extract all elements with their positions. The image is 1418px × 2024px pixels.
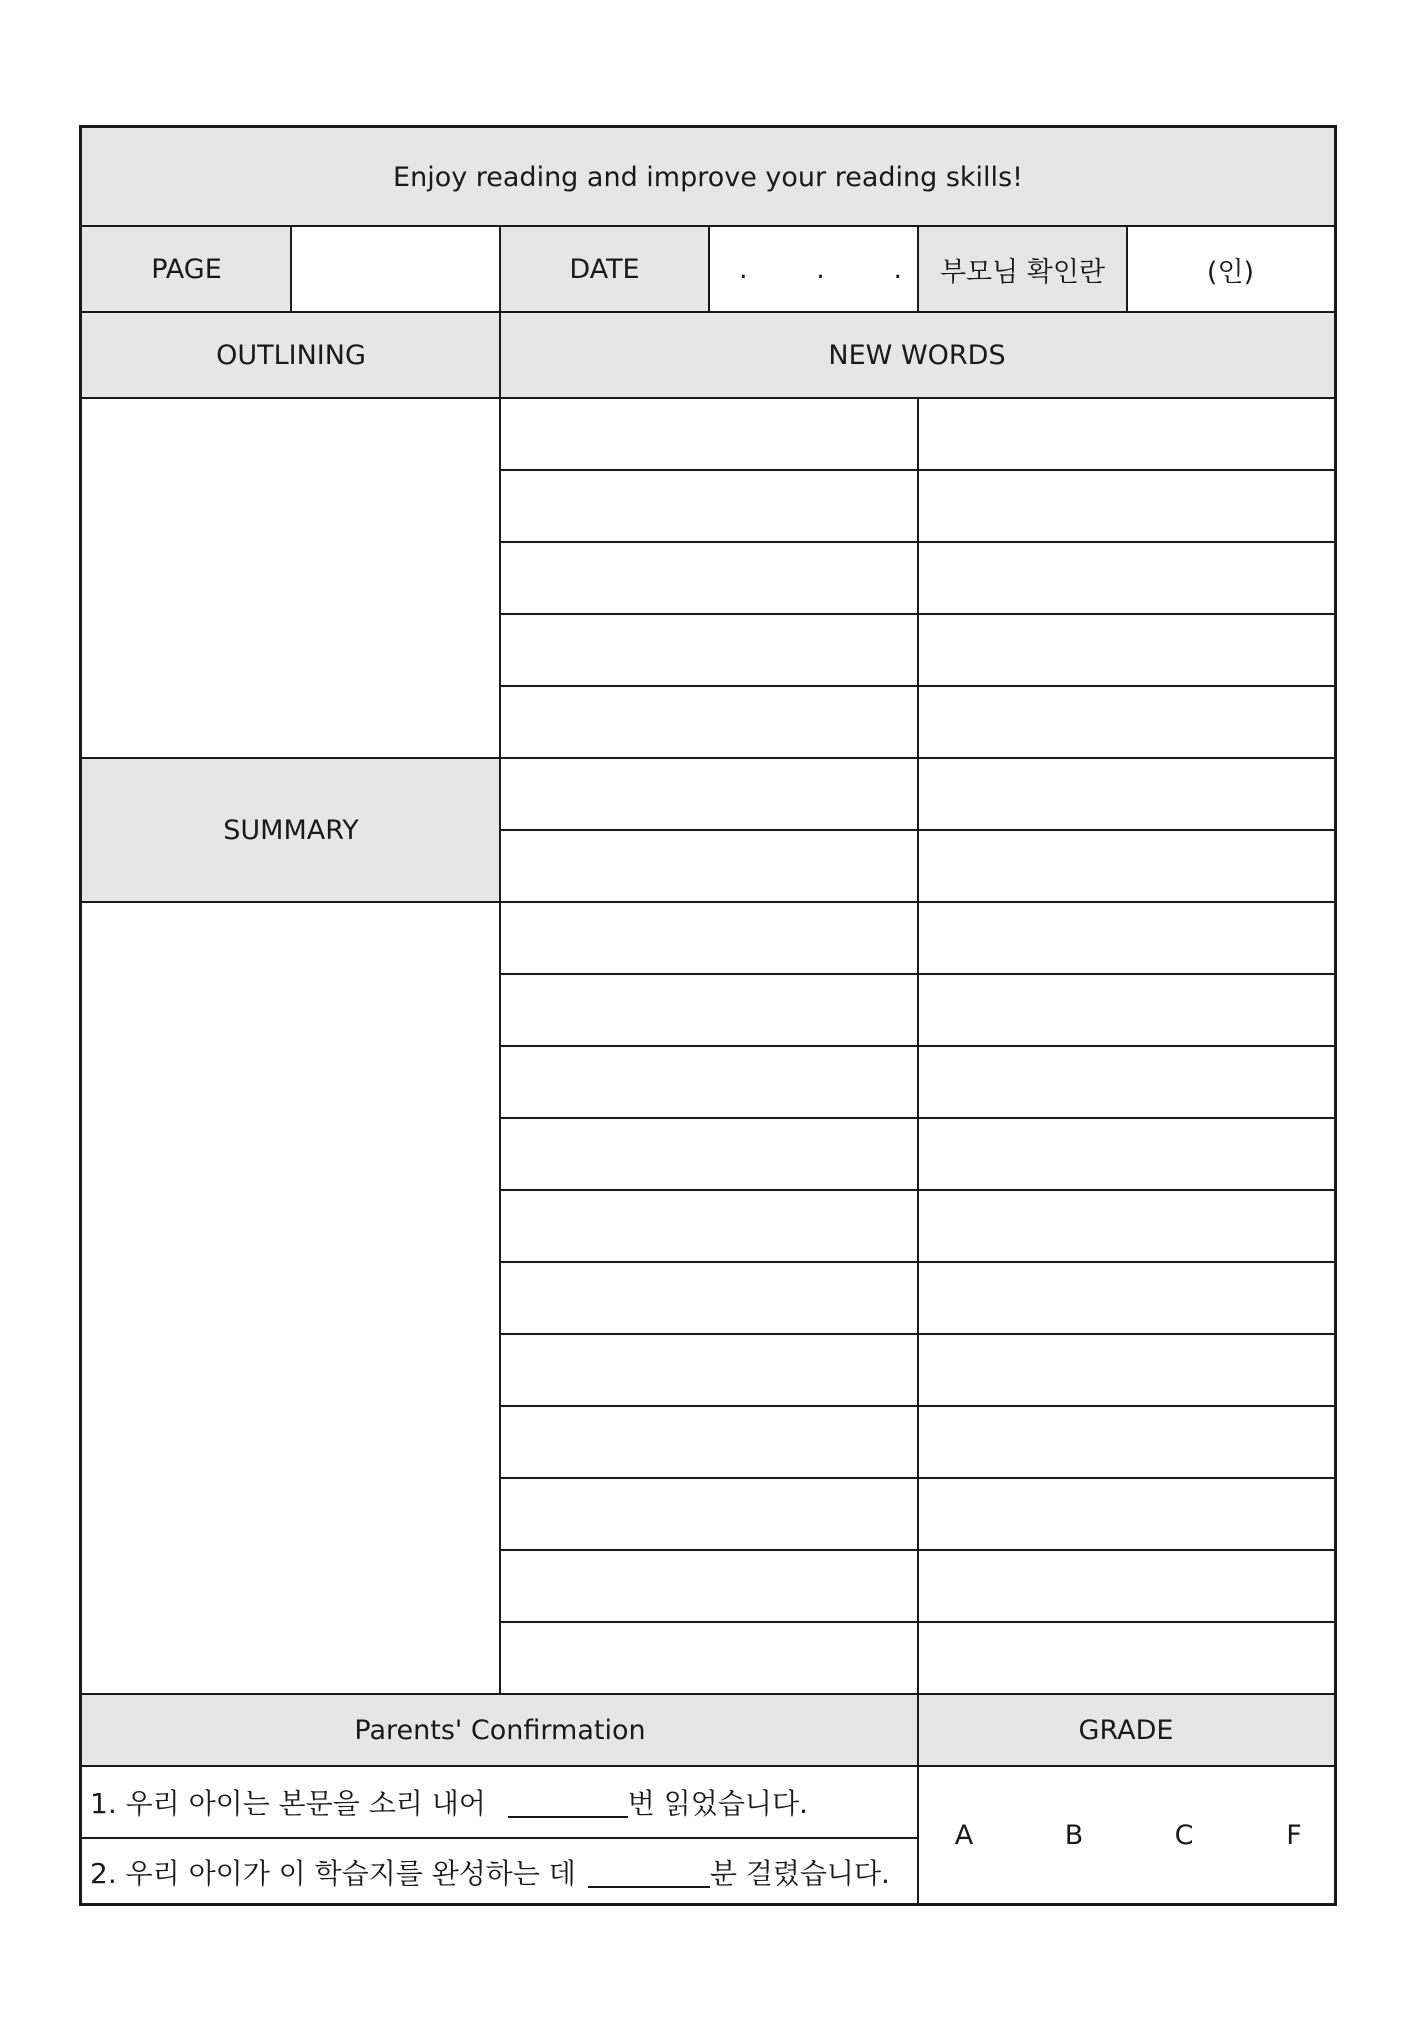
line1-prefix: 1. 우리 아이는 본문을 소리 내어 xyxy=(90,1787,486,1820)
outlining-label: OUTLINING xyxy=(216,339,366,371)
new-word-meaning-cell[interactable] xyxy=(919,902,1334,974)
new-word-meaning-cell[interactable] xyxy=(919,1118,1334,1190)
line1-suffix: 번 읽었습니다. xyxy=(627,1787,808,1820)
seal-label: (인) xyxy=(1206,256,1255,288)
confirmation-line-1 xyxy=(90,1766,910,1838)
page-label: PAGE xyxy=(151,253,222,285)
new-word-cell[interactable] xyxy=(500,686,917,758)
grade-label: GRADE xyxy=(1078,1714,1174,1746)
new-word-cell[interactable] xyxy=(500,1550,917,1622)
divider xyxy=(82,1693,1334,1695)
new-word-cell[interactable] xyxy=(500,974,917,1046)
new-word-meaning-cell[interactable] xyxy=(919,1046,1334,1118)
divider xyxy=(917,398,919,1906)
confirmation-line-2 xyxy=(90,1838,910,1906)
grade-options xyxy=(918,1766,1334,1906)
new-word-cell[interactable] xyxy=(500,1118,917,1190)
parents-confirmation-label: Parents' Confirmation xyxy=(354,1714,646,1746)
divider xyxy=(82,757,500,759)
new-word-meaning-cell[interactable] xyxy=(919,614,1334,686)
outlining-header xyxy=(82,312,500,398)
new-word-meaning-cell[interactable] xyxy=(919,830,1334,902)
date-value: . . . xyxy=(739,253,903,285)
new-word-cell[interactable] xyxy=(500,542,917,614)
parent-check-label-cell xyxy=(918,226,1127,312)
divider xyxy=(82,397,1334,399)
minutes-blank[interactable] xyxy=(588,1856,710,1888)
new-word-cell[interactable] xyxy=(500,1334,917,1406)
divider xyxy=(917,226,919,312)
date-label: DATE xyxy=(569,253,640,285)
new-word-meaning-cell[interactable] xyxy=(919,686,1334,758)
line2-suffix: 분 걸렸습니다. xyxy=(709,1857,890,1890)
new-word-meaning-cell[interactable] xyxy=(919,974,1334,1046)
worksheet-title xyxy=(82,128,1334,226)
new-word-meaning-cell[interactable] xyxy=(919,1334,1334,1406)
divider xyxy=(1126,226,1128,312)
divider xyxy=(82,1765,1334,1767)
date-label-cell xyxy=(500,226,709,312)
grade-option-b[interactable]: B xyxy=(1064,1820,1084,1851)
new-words-header xyxy=(500,312,1334,398)
divider xyxy=(82,901,500,903)
new-word-cell[interactable] xyxy=(500,830,917,902)
new-word-cell[interactable] xyxy=(500,1406,917,1478)
new-word-meaning-cell[interactable] xyxy=(919,1406,1334,1478)
new-word-cell[interactable] xyxy=(500,1622,917,1694)
divider xyxy=(708,226,710,312)
parent-check-label: 부모님 확인란 xyxy=(939,256,1106,288)
new-word-cell[interactable] xyxy=(500,1190,917,1262)
new-word-meaning-cell[interactable] xyxy=(919,1550,1334,1622)
outlining-area[interactable] xyxy=(82,398,500,758)
new-word-meaning-cell[interactable] xyxy=(919,1262,1334,1334)
new-word-meaning-cell[interactable] xyxy=(919,758,1334,830)
summary-area[interactable] xyxy=(82,902,500,1694)
new-word-meaning-cell[interactable] xyxy=(919,470,1334,542)
new-word-cell[interactable] xyxy=(500,1478,917,1550)
seal-cell[interactable] xyxy=(1127,226,1334,312)
grade-option-f[interactable]: F xyxy=(1286,1820,1302,1851)
page-label-cell xyxy=(82,226,291,312)
new-words-label: NEW WORDS xyxy=(828,339,1006,371)
page-input-cell[interactable] xyxy=(291,226,500,312)
new-word-meaning-cell[interactable] xyxy=(919,1190,1334,1262)
new-word-cell[interactable] xyxy=(500,470,917,542)
date-input-cell[interactable] xyxy=(709,226,918,312)
new-word-meaning-cell[interactable] xyxy=(919,1622,1334,1694)
read-count-blank[interactable] xyxy=(508,1786,628,1818)
new-word-meaning-cell[interactable] xyxy=(919,542,1334,614)
new-word-cell[interactable] xyxy=(500,902,917,974)
new-word-cell[interactable] xyxy=(500,1262,917,1334)
reading-worksheet xyxy=(79,125,1337,1906)
divider xyxy=(82,1837,918,1839)
new-word-meaning-cell[interactable] xyxy=(919,398,1334,470)
new-word-cell[interactable] xyxy=(500,614,917,686)
parents-confirmation-header xyxy=(82,1694,918,1766)
grade-option-c[interactable]: C xyxy=(1174,1820,1194,1851)
line2-prefix: 2. 우리 아이가 이 학습지를 완성하는 데 xyxy=(90,1857,576,1890)
worksheet-title-text: Enjoy reading and improve your reading skills! xyxy=(393,161,1023,193)
new-word-cell[interactable] xyxy=(500,1046,917,1118)
divider xyxy=(290,226,292,312)
grade-header xyxy=(918,1694,1334,1766)
summary-header xyxy=(82,758,500,902)
divider xyxy=(499,226,501,1694)
new-word-cell[interactable] xyxy=(500,758,917,830)
new-word-cell[interactable] xyxy=(500,398,917,470)
grade-option-a[interactable]: A xyxy=(954,1820,974,1851)
summary-label: SUMMARY xyxy=(223,814,359,846)
new-word-meaning-cell[interactable] xyxy=(919,1478,1334,1550)
